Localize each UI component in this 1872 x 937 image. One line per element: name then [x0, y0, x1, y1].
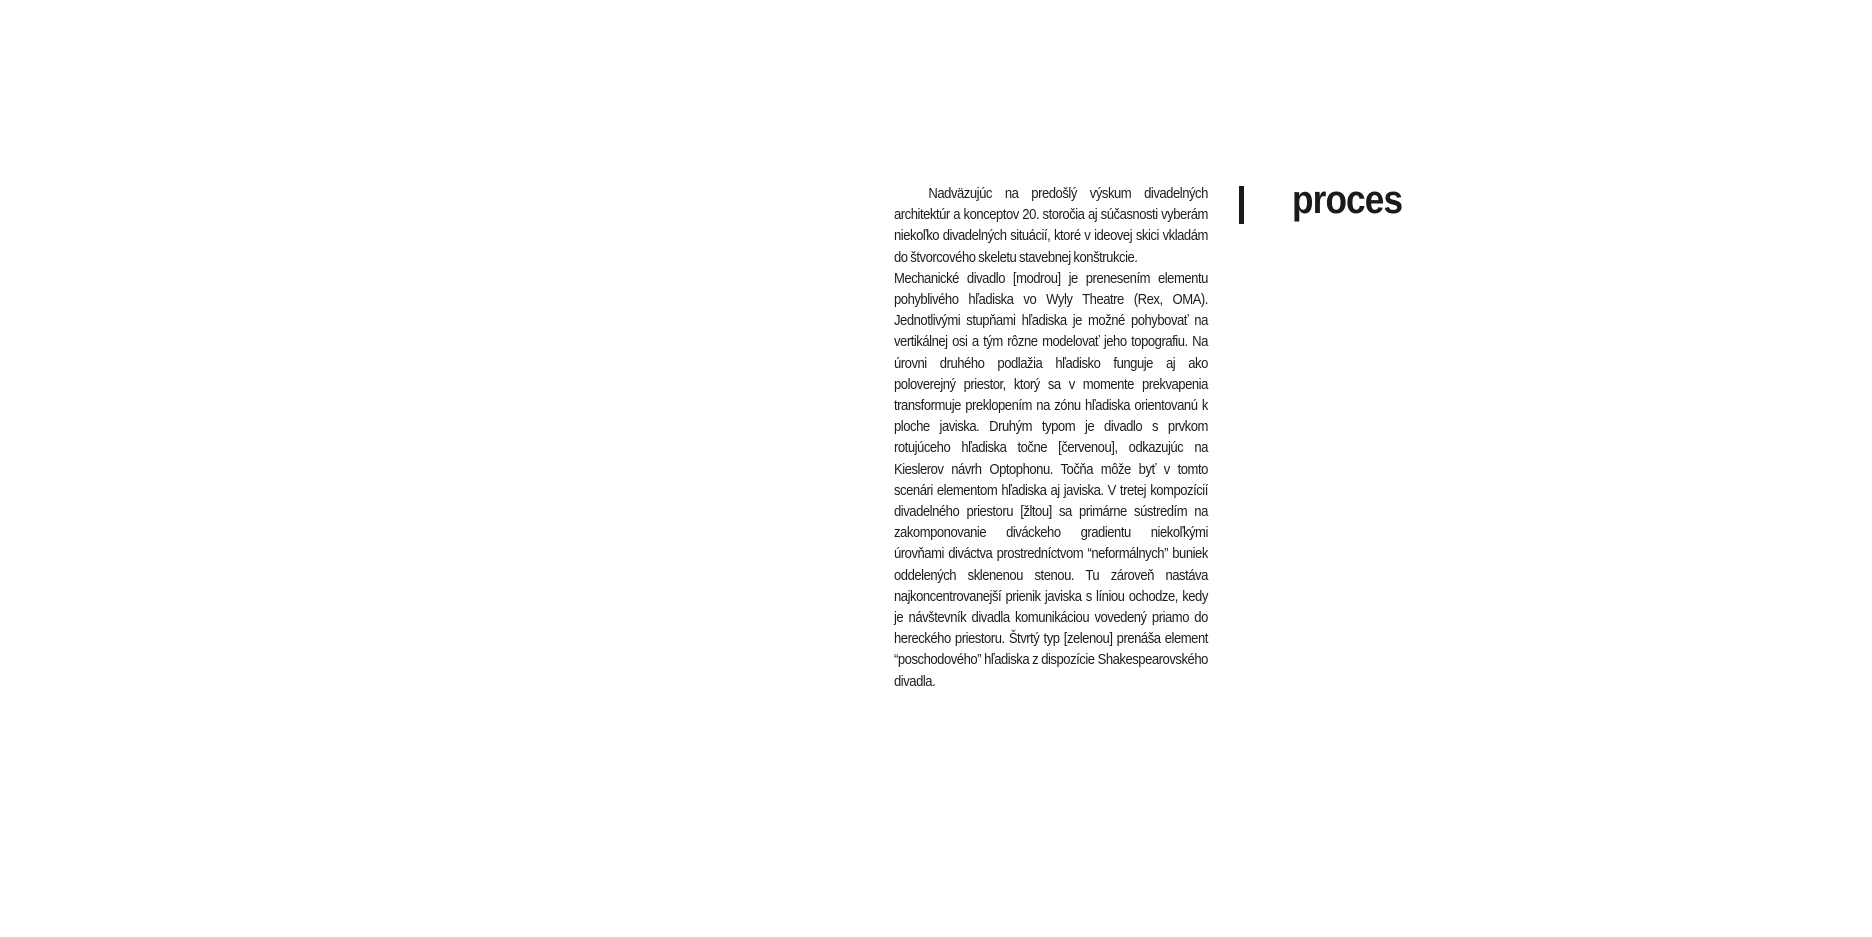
- body-paragraph-intro: Nadväzujúc na predošlý výskum divadelných architektúr a konceptov 20. storočia aj súčasnosti vyberám niekoľko divadelných situácií, ktoré v ideovej skici vkladám do štvorcového skeletu stavebnej konštrukcie.: [894, 185, 1208, 266]
- section-title: proces: [1292, 178, 1403, 222]
- section-marker-bar: [1239, 186, 1244, 224]
- body-text-column: [894, 183, 1208, 692]
- body-paragraph-theatre-types: Mechanické divadlo [modrou] je prenesením elementu pohyblivého hľadiska vo Wyly Theatre (Rex, OMA). Jednotlivými stupňami hľadiska je možné pohybovať na vertikálnej osi a tým rôzne modelovať jeho topografiu. Na úrovni druhého podlažia hľadisko funguje aj ako poloverejný priestor, ktorý sa v momente prekvapenia transformuje preklopením na zónu hľadiska orientovanú k ploche javiska. Druhým typom je divadlo s prvkom rotujúceho hľadiska točne [červenou], odkazujúc na Kieslerov návrh Optophonu. Točňa môže byť v tomto scenári elementom hľadiska aj javiska. V tretej kompozícií divadelného priestoru [žltou] sa primárne sústredím na zakomponovanie diváckeho gradientu niekoľkými úrovňami diváctva prostredníctvom “neformálnych” buniek oddelených sklenenou stenou. Tu zároveň nastáva najkoncentrovanejší prienik javiska s líniou ochodze, kedy je návštevník divadla komunikáciou vovedený priamo do hereckého priestoru. Štvrtý typ [zelenou] prenáša element “poschodového” hľadiska z dispozície Shakespearovského divadla.: [894, 269, 1208, 690]
